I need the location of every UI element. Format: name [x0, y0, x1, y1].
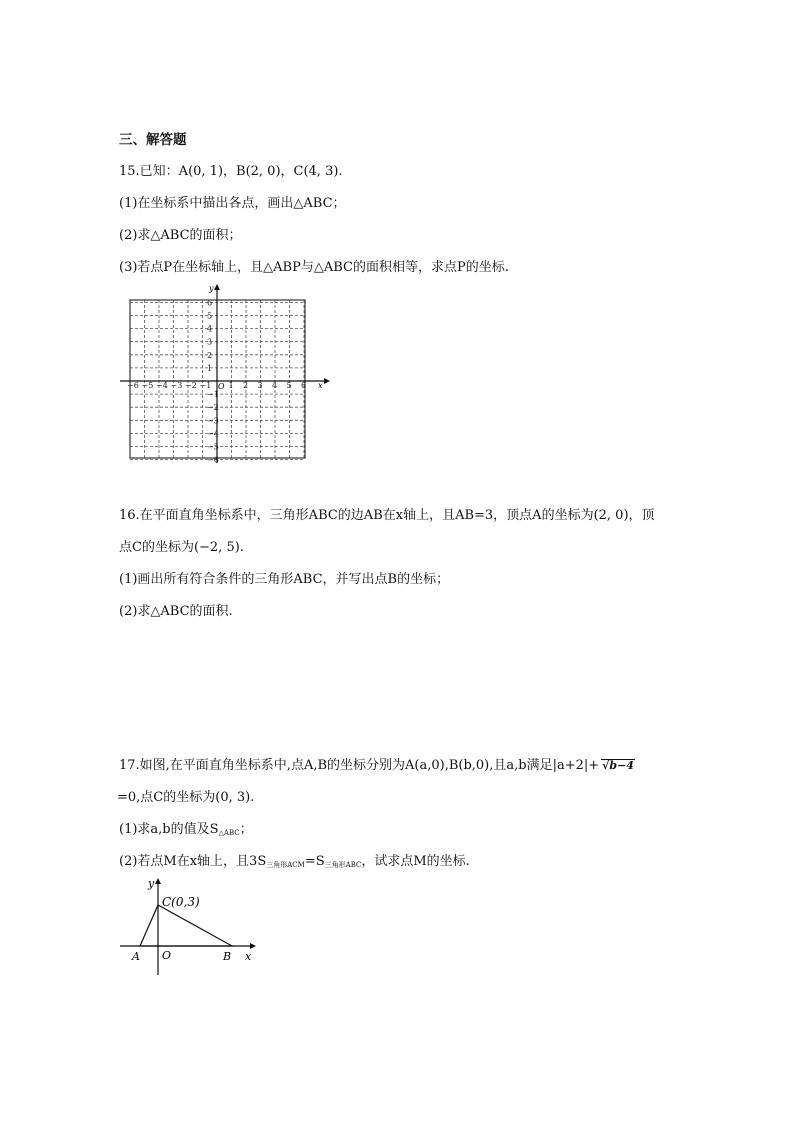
q16-statement-line2: 点C的坐标为(−2, 5).: [119, 540, 244, 555]
y-axis-arrow: [214, 284, 220, 290]
y-tick-label: 3: [207, 337, 213, 347]
x-tick-label: 5: [286, 381, 292, 390]
point-c-label: C(0,3): [162, 895, 200, 909]
q17-statement-line1: [119, 757, 635, 775]
root-radicand: b−4: [609, 759, 634, 772]
q15-part3: (3)若点P在坐标轴上，且△ABP与△ABC的面积相等，求点P的坐标.: [119, 260, 509, 275]
point-a-label: A: [132, 950, 140, 963]
q17-part2-text-b: =S: [304, 854, 325, 869]
area-subscript: △ABC: [218, 829, 240, 837]
figure-x-label: x: [245, 950, 252, 963]
y-tick-label: 5: [207, 311, 213, 321]
q17-triangle-figure: [118, 873, 263, 978]
q17-part2: [119, 853, 470, 874]
y-tick-label: 2: [207, 350, 213, 360]
y-tick-label: −3: [207, 416, 219, 426]
y-tick-label: 6: [207, 298, 213, 308]
x-tick-label: −3: [170, 381, 183, 390]
y-tick-label: 1: [207, 363, 213, 373]
y-tick-label: −5: [207, 442, 219, 452]
y-tick-label: −4: [207, 429, 219, 439]
q17-part2-text-a: (2)若点M在x轴上，且3S: [119, 854, 267, 869]
q15-coordinate-grid: [118, 283, 333, 468]
q15-statement: 15.已知：A(0, 1)，B(2, 0)，C(4, 3).: [119, 164, 343, 179]
x-tick-label: 4: [272, 381, 278, 390]
triangle-abc: [140, 905, 232, 946]
figure-x-arrow: [250, 943, 256, 949]
x-tick-label: 3: [257, 381, 263, 390]
q16-part1: (1)画出所有符合条件的三角形ABC，并写出点B的坐标；: [119, 572, 450, 587]
x-tick-label: −2: [185, 381, 197, 390]
y-tick-label: −2: [207, 403, 219, 413]
x-axis-arrow: [324, 378, 330, 384]
q15-part1: (1)在坐标系中描出各点，画出△ABC；: [119, 196, 346, 211]
q16-statement-line1: 16.在平面直角坐标系中，三角形ABC的边AB在x轴上，且AB=3，顶点A的坐标为(2, 0)，顶: [119, 508, 655, 523]
subscript-abc: 三角形ABC: [324, 861, 362, 869]
y-tick-label: 4: [207, 324, 213, 334]
x-axis-label: x: [318, 381, 323, 390]
figure-y-label: y: [148, 877, 155, 890]
x-tick-label: −5: [141, 381, 154, 390]
subscript-acm: 三角形ACM: [266, 861, 305, 869]
q15-part2: (2)求△ABC的面积；: [119, 228, 242, 243]
figure-y-arrow: [155, 878, 161, 884]
q17-part1: [119, 821, 253, 842]
x-tick-label: −1: [199, 381, 212, 390]
origin-label: O: [218, 382, 225, 391]
y-tick-label: −6: [207, 455, 219, 465]
y-axis-label: y: [209, 284, 214, 293]
x-tick-label: −4: [156, 381, 168, 390]
square-root-expression: √b−4: [602, 759, 634, 772]
q17-part1-end: ；: [239, 822, 253, 837]
x-tick-label: 6: [301, 381, 307, 390]
x-tick-label: 1: [228, 381, 234, 390]
q16-part2: (2)求△ABC的面积.: [119, 604, 233, 619]
y-tick-label: −1: [207, 390, 219, 400]
q17-statement-line2: =0,点C的坐标为(0, 3).: [117, 790, 255, 805]
origin-o-label: O: [162, 949, 172, 962]
q17-part2-text-c: ，试求点M的坐标.: [361, 854, 470, 869]
x-tick-label: −6: [127, 381, 139, 390]
q17-text: 17.如图,在平面直角坐标系中,点A,B的坐标分别为A(a,0),B(b,0),且a,b满足|a+2|+: [119, 758, 600, 773]
section-heading: 三、解答题: [119, 132, 187, 148]
q17-part1-text: (1)求a,b的值及S: [119, 822, 219, 837]
point-b-label: B: [223, 950, 232, 963]
x-tick-label: 2: [243, 381, 249, 390]
